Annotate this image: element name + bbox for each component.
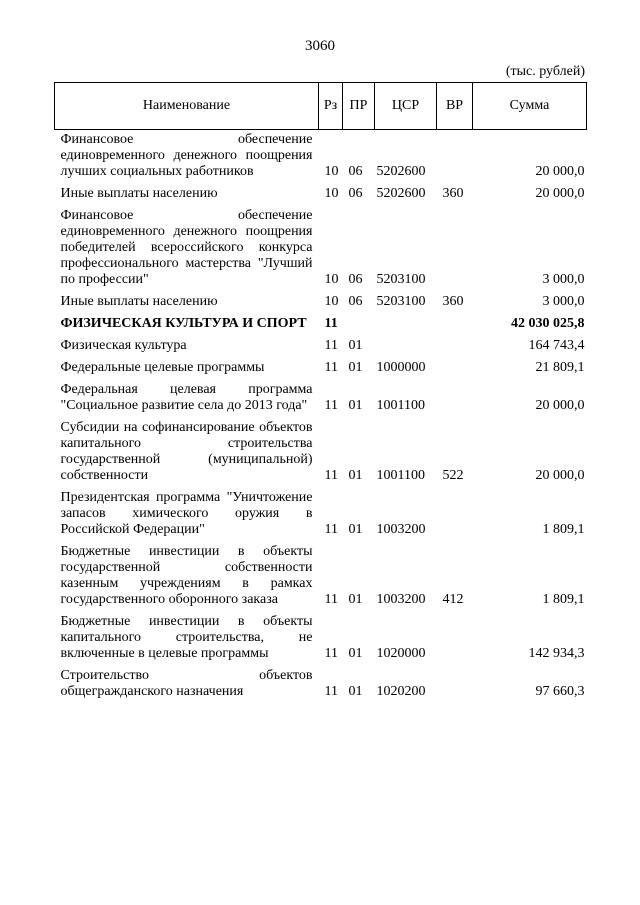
table-row (55, 130, 587, 187)
row-vr: 360 (442, 186, 464, 201)
row-csr: 1020000 (376, 646, 426, 661)
row-rz: 11 (324, 592, 338, 607)
row-rz: 11 (324, 684, 338, 699)
row-pr: 01 (348, 592, 363, 607)
row-name: Иные выплаты населению (60, 186, 218, 201)
row-rz: 11 (324, 360, 338, 375)
table-row (55, 208, 587, 294)
table-header-row (55, 83, 587, 130)
row-csr: 1003200 (376, 592, 426, 607)
row-rz: 11 (324, 468, 338, 483)
row-csr: 1020200 (376, 684, 426, 699)
table-row (55, 338, 587, 360)
row-name: ФИЗИЧЕСКАЯ КУЛЬТУРА И СПОРТ (60, 316, 307, 331)
row-csr (375, 316, 437, 338)
row-csr: 5202600 (376, 164, 426, 179)
row-sum: 42 030 025,8 (511, 316, 585, 331)
row-vr (437, 338, 473, 360)
row-vr: 360 (442, 294, 464, 309)
row-vr (437, 360, 473, 382)
row-name: Бюджетные инвестиции в объекты капитального строительства, не включенные в целевые программы (60, 614, 313, 661)
header-vr: ВР (437, 83, 473, 130)
row-pr: 01 (348, 684, 363, 699)
row-sum: 20 000,0 (535, 398, 585, 413)
row-rz: 11 (324, 646, 338, 661)
row-sum: 1 809,1 (542, 522, 585, 537)
row-pr: 06 (348, 186, 363, 201)
row-vr (437, 382, 473, 420)
units-label: (тыс. рублей) (505, 64, 585, 79)
budget-table (54, 82, 587, 706)
row-name: Финансовое обеспечение единовременного денежного поощрения лучших социальных работников (60, 132, 313, 179)
row-vr: 412 (442, 592, 464, 607)
table-row (55, 186, 587, 208)
row-rz: 11 (324, 398, 338, 413)
table-row (55, 420, 587, 490)
row-pr: 01 (348, 468, 363, 483)
table-row (55, 294, 587, 316)
row-csr: 1003200 (376, 522, 426, 537)
table-row (55, 382, 587, 420)
row-name: Федеральные целевые программы (60, 360, 265, 375)
row-rz: 10 (324, 164, 339, 179)
row-csr: 1000000 (376, 360, 426, 375)
row-vr (437, 490, 473, 544)
row-vr (437, 668, 473, 706)
row-sum: 164 743,4 (528, 338, 585, 353)
row-pr: 06 (348, 272, 363, 287)
row-sum: 20 000,0 (535, 164, 585, 179)
row-rz: 10 (324, 272, 339, 287)
row-sum: 3 000,0 (542, 272, 585, 287)
row-rz: 11 (324, 338, 338, 353)
row-sum: 97 660,3 (535, 684, 585, 699)
row-pr: 01 (348, 398, 363, 413)
row-pr: 06 (348, 164, 363, 179)
row-name: Иные выплаты населению (60, 294, 218, 309)
row-pr: 01 (348, 646, 363, 661)
row-rz: 11 (324, 316, 338, 331)
row-vr (437, 316, 473, 338)
header-csr: ЦСР (375, 83, 437, 130)
row-name: Физическая культура (60, 338, 187, 353)
row-pr: 01 (348, 522, 363, 537)
row-sum: 21 809,1 (535, 360, 585, 375)
row-csr: 1001100 (376, 468, 425, 483)
row-sum: 20 000,0 (535, 186, 585, 201)
header-rz: Рз (319, 83, 343, 130)
header-name: Наименование (55, 83, 319, 130)
table-row (55, 668, 587, 706)
row-name: Субсидии на софинансирование объектов капитального строительства государственной (муниципальной) собственности (60, 420, 313, 483)
row-pr: 01 (348, 338, 363, 353)
header-sum: Сумма (473, 83, 587, 130)
table-row (55, 614, 587, 668)
row-name: Федеральная целевая программа "Социальное развитие села до 2013 года" (60, 382, 313, 413)
row-csr (375, 338, 437, 360)
row-pr (343, 316, 375, 338)
row-csr: 1001100 (376, 398, 425, 413)
row-rz: 10 (324, 294, 339, 309)
row-csr: 5202600 (376, 186, 426, 201)
row-vr (437, 208, 473, 294)
row-name: Бюджетные инвестиции в объекты государственной собственности казенным учреждениям в рамках государственного оборонного заказа (60, 544, 313, 607)
row-name: Финансовое обеспечение единовременного денежного поощрения победителей всероссийского конкурса профессионального мастерства "Лучший по профессии" (60, 208, 313, 287)
row-vr (437, 614, 473, 668)
row-sum: 3 000,0 (542, 294, 585, 309)
row-pr: 06 (348, 294, 363, 309)
header-pr: ПР (343, 83, 375, 130)
page-number: 3060 (305, 38, 335, 54)
row-name: Президентская программа "Уничтожение запасов химического оружия в Российской Федерации" (60, 490, 313, 537)
row-sum: 20 000,0 (535, 468, 585, 483)
row-pr: 01 (348, 360, 363, 375)
row-csr: 5203100 (376, 272, 426, 287)
row-vr (437, 130, 473, 187)
row-sum: 1 809,1 (542, 592, 585, 607)
row-rz: 10 (324, 186, 339, 201)
row-csr: 5203100 (376, 294, 426, 309)
table-row (55, 490, 587, 544)
row-rz: 11 (324, 522, 338, 537)
table-row (55, 360, 587, 382)
table-row (55, 316, 587, 338)
row-sum: 142 934,3 (528, 646, 585, 661)
row-name: Строительство объектов общегражданского назначения (60, 668, 313, 699)
table-row (55, 544, 587, 614)
row-vr: 522 (442, 468, 464, 483)
